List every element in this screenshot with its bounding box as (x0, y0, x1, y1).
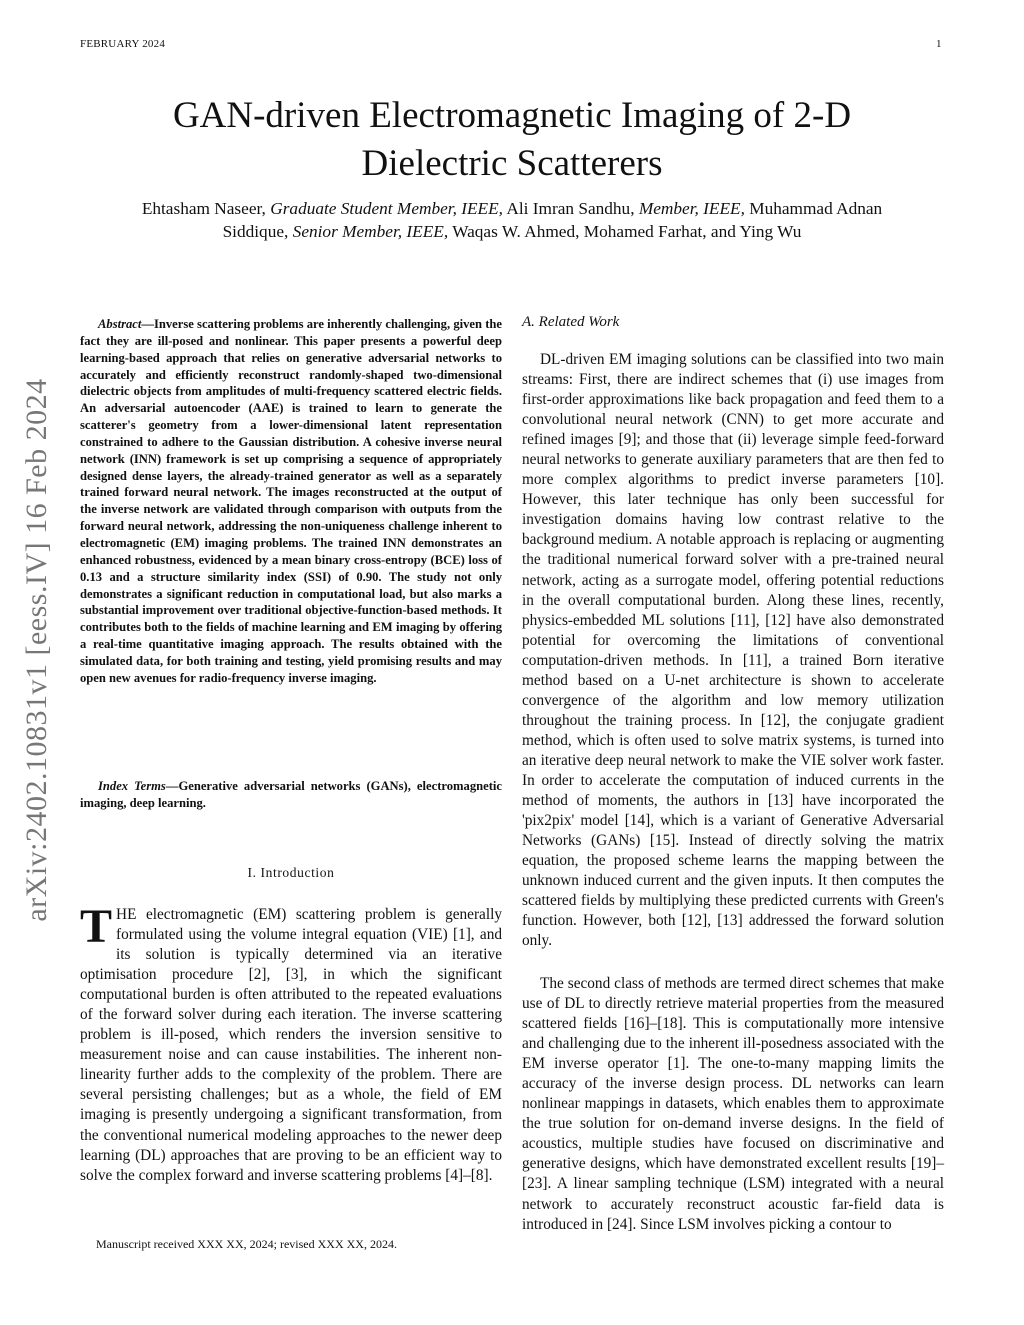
author-2: Ali Imran Sandhu, (506, 199, 635, 218)
subsection-heading-related-work: A. Related Work (522, 314, 620, 330)
arxiv-stamp: arXiv:2402.10831v1 [eess.IV] 16 Feb 2024 (20, 378, 53, 922)
running-header-date: FEBRUARY 2024 (80, 38, 166, 50)
author-2-role: Member, IEEE, (638, 199, 745, 218)
page-number: 1 (936, 38, 942, 50)
manuscript-footnote: Manuscript received XXX XX, 2024; revised XXX XX, 2024. (96, 1237, 397, 1251)
author-1: Ehtasham Naseer, (141, 199, 266, 218)
introduction-paragraph (80, 900, 502, 1186)
paper-title: GAN-driven Electromagnetic Imaging of 2-D Dielectric Scatterers (172, 95, 852, 184)
abstract-label: Abstract (98, 317, 142, 331)
index-terms-label: Index Terms (98, 779, 166, 793)
introduction-text: HE electromagnetic (EM) scattering problem is generally formulated using the volume integral equation (VIE) [1], and its solution is typically determined via an iterative optimisation procedure [2], [3], in which the significant computational burden is often attributed to the repeated evaluations of the forward solver during each iteration. The inverse scattering problem is ill-posed, which renders the inversion sensitive to measurement noise and can cause instabilities. The inherent non-linearity further adds to the complexity of the problem. There are several persisting challenges; but as a whole, the field of EM imaging is presently undergoing a significant transformation, from the conventional numerical modeling approaches to the newer deep learning (DL) approaches that are proving to be an efficient way to solve the complex forward and inverse scattering problems [4]–[8]. (80, 906, 502, 1184)
author-1-role: Graduate Student Member, IEEE, (270, 199, 503, 218)
related-work-paragraph-2: The second class of methods are termed direct schemes that make use of DL to directly retrieve material properties from the measured scattered fields [16]–[18]. This is computationally more intensive and challenging due to the inherent ill-posedness associated with the EM inverse operator [1]. The one-to-many mapping limits the accuracy of the inverse design process. DL networks can learn nonlinear mappings in datasets, which enables them to approximate the true solution for on-demand inverse designs. In the field of acoustics, multiple studies have focused on discriminative and generative designs, which have demonstrated excellent results [19]–[23]. A linear sampling technique (LSM) integrated with a neural network to accurately reconstruct acoustic far-field data is introduced in [24]. Since LSM involves picking a contour to (522, 975, 944, 1233)
section-heading-introduction: I. Introduction (247, 865, 335, 880)
other-authors: Waqas W. Ahmed, Mohamed Farhat, and Ying Wu (452, 222, 802, 241)
abstract-text: —Inverse scattering problems are inherently challenging, given the fact they are ill-posed and nonlinear. This paper presents a powerful deep learning-based approach that relies on generative adversarial networks to accurately and efficiently reconstruct randomly-shaped two-dimensional dielectric objects from amplitudes of multi-frequency scattered electric fields. An adversarial autoencoder (AAE) is trained to learn to generate the scatterer's geometry from a lower-dimensional latent representation constrained to adhere to the Gaussian distribution. A cohesive inverse neural network (INN) framework is set up comprising a sequence of appropriately designed dense layers, the already-trained generator as well as a separately trained forward neural network. The images reconstructed at the output of the inverse network are validated through comparison with outputs from the forward neural network, addressing the non-uniqueness challenge inherent to electromagnetic (EM) imaging problems. The trained INN demonstrates an enhanced robustness, evidenced by a mean binary cross-entropy (BCE) loss of 0.13 and a structure similarity index (SSI) of 0.90. The study not only demonstrates a significant reduction in computational load, but also marks a substantial improvement over traditional objective-function-based methods. It contributes both to the fields of machine learning and EM imaging by offering a real-time quantitative imaging approach. The results obtained with the simulated data, for both training and testing, yield promising results and may open new avenues for radio-frequency inverse imaging. (80, 317, 502, 685)
author-list (110, 197, 914, 243)
related-work-paragraph-1: DL-driven EM imaging solutions can be classified into two main streams: First, there are indirect schemes that (i) use images from first-order approximations like back propagation and feed them to a convolutional neural network (CNN) to get more accurate and refined images [9]; and those that (ii) leverage simple feed-forward neural networks to generate auxiliary parameters that are then fed to more complex algorithms to predict inverse parameters [10]. However, this later technique has only been successful for investigation domains having low contrast relative to the background medium. A notable approach is replacing or augmenting the traditional numerical forward solver with a pre-trained neural network, acting as a surrogate model, offering potential reductions in the overall computational burden. Along these lines, recently, physics-embedded ML solutions [11], [12] have also demonstrated potential for overcoming the limitations of conventional computation-driven methods. In [11], a trained Born iterative method based on a U-net architecture is shown to accelerate convergence of the algorithm and low memory utilization throughout the training process. In [12], the conjugate gradient method, which is often used to solve matrix systems, is turned into an iterative deep neural network to make the VIE solver work faster. In order to accelerate the computation of induced currents in the method of moments, the authors in [13] have incorporated the 'pix2pix' model [14], which is a variant of Generative Adversarial Networks (GANs) [15]. Instead of directly solving the matrix equation, the proposed scheme learns the mapping between the unknown induced current and the given inputs. It then computes the scattered fields by multiplying these predicted currents with Green's function. However, both [12], [13] addressed the forward solution only. (522, 351, 944, 950)
index-terms-text: —Generative adversarial networks (GANs), electromagnetic imaging, deep learning. (80, 779, 503, 810)
index-terms (80, 778, 502, 812)
abstract (80, 316, 502, 687)
author-3-role: Senior Member, IEEE, (292, 222, 449, 241)
author-3: Muhammad Adnan Siddique, (222, 199, 883, 241)
drop-cap: T (80, 900, 113, 953)
